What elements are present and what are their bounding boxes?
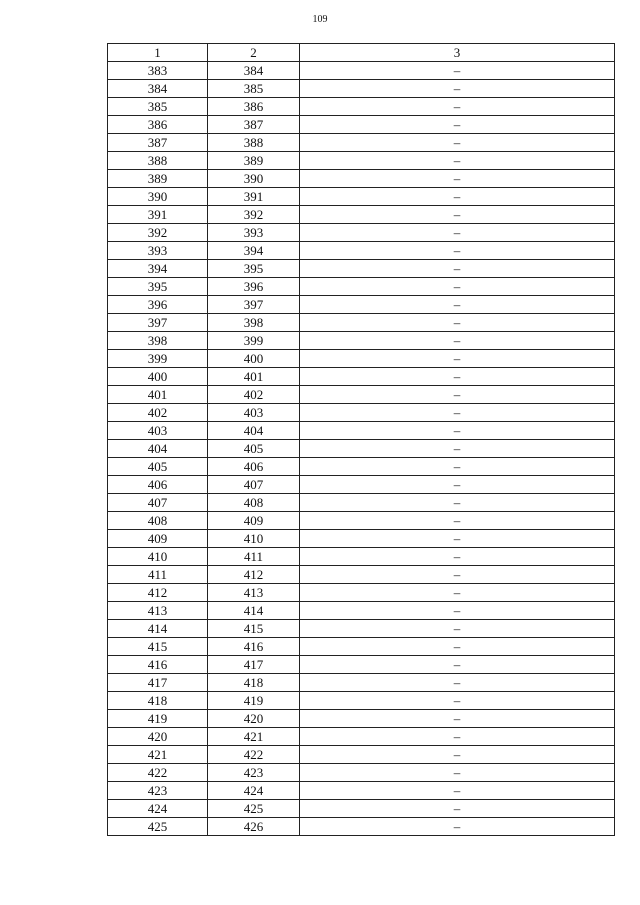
table-cell: 425	[108, 818, 208, 836]
table-cell: –	[300, 98, 615, 116]
table-cell: –	[300, 530, 615, 548]
table-row	[108, 710, 615, 728]
table-cell: 390	[208, 170, 300, 188]
table-cell: 398	[108, 332, 208, 350]
table-row	[108, 332, 615, 350]
table-cell: –	[300, 206, 615, 224]
table-cell: –	[300, 422, 615, 440]
table-cell: –	[300, 800, 615, 818]
table-cell: –	[300, 656, 615, 674]
table-cell: 414	[108, 620, 208, 638]
table-row	[108, 422, 615, 440]
table-row	[108, 404, 615, 422]
table-cell: –	[300, 674, 615, 692]
table-row	[108, 278, 615, 296]
table-cell: –	[300, 350, 615, 368]
table-cell: 405	[208, 440, 300, 458]
table-row	[108, 350, 615, 368]
table-cell: –	[300, 566, 615, 584]
table-cell: 407	[208, 476, 300, 494]
table-row	[108, 692, 615, 710]
table-row	[108, 530, 615, 548]
table-cell: 415	[208, 620, 300, 638]
table-row	[108, 152, 615, 170]
table-cell: –	[300, 440, 615, 458]
table-row	[108, 620, 615, 638]
table-cell: 420	[208, 710, 300, 728]
table-cell: 411	[208, 548, 300, 566]
table-row	[108, 746, 615, 764]
table-cell: 424	[208, 782, 300, 800]
table-cell: 395	[108, 278, 208, 296]
table-cell: 413	[208, 584, 300, 602]
table-cell: 424	[108, 800, 208, 818]
table-row	[108, 242, 615, 260]
table-cell: –	[300, 782, 615, 800]
table-cell: 418	[108, 692, 208, 710]
table-cell: 399	[208, 332, 300, 350]
table-cell: 403	[108, 422, 208, 440]
table-cell: 393	[208, 224, 300, 242]
table-cell: 408	[108, 512, 208, 530]
column-header: 1	[108, 44, 208, 62]
table-cell: –	[300, 116, 615, 134]
table-cell: 421	[108, 746, 208, 764]
table-row	[108, 728, 615, 746]
table-cell: 419	[108, 710, 208, 728]
table-row	[108, 368, 615, 386]
table-cell: 422	[208, 746, 300, 764]
table-row	[108, 656, 615, 674]
table-cell: –	[300, 152, 615, 170]
table-cell: –	[300, 728, 615, 746]
table-cell: 408	[208, 494, 300, 512]
table-cell: 385	[108, 98, 208, 116]
table-cell: –	[300, 512, 615, 530]
table-cell: 397	[208, 296, 300, 314]
table-cell: 398	[208, 314, 300, 332]
table-cell: 392	[108, 224, 208, 242]
table-cell: 416	[208, 638, 300, 656]
table-row	[108, 206, 615, 224]
table-cell: 395	[208, 260, 300, 278]
table-cell: 420	[108, 728, 208, 746]
table-cell: –	[300, 260, 615, 278]
table-cell: 414	[208, 602, 300, 620]
table-cell: 415	[108, 638, 208, 656]
table-cell: 396	[208, 278, 300, 296]
table-cell: 393	[108, 242, 208, 260]
table-cell: 412	[108, 584, 208, 602]
table-row	[108, 440, 615, 458]
table-row	[108, 566, 615, 584]
table-row	[108, 494, 615, 512]
table-cell: –	[300, 710, 615, 728]
table-cell: 419	[208, 692, 300, 710]
table-cell: 401	[208, 368, 300, 386]
table-row	[108, 800, 615, 818]
table-row	[108, 602, 615, 620]
table-cell: 422	[108, 764, 208, 782]
table-body	[108, 44, 615, 836]
table-cell: –	[300, 368, 615, 386]
table-cell: 400	[208, 350, 300, 368]
table-cell: 404	[108, 440, 208, 458]
table-cell: 387	[208, 116, 300, 134]
table-row	[108, 98, 615, 116]
table-cell: –	[300, 62, 615, 80]
table-cell: –	[300, 494, 615, 512]
table-cell: 391	[108, 206, 208, 224]
table-cell: 387	[108, 134, 208, 152]
column-header: 3	[300, 44, 615, 62]
table-cell: –	[300, 818, 615, 836]
table-row	[108, 764, 615, 782]
table-row	[108, 782, 615, 800]
table-cell: 390	[108, 188, 208, 206]
table-row	[108, 818, 615, 836]
table-cell: 397	[108, 314, 208, 332]
table-cell: 388	[208, 134, 300, 152]
table-row	[108, 548, 615, 566]
table-row	[108, 314, 615, 332]
data-table	[107, 43, 615, 836]
table-cell: 399	[108, 350, 208, 368]
table-header-row	[108, 44, 615, 62]
table-cell: 425	[208, 800, 300, 818]
table-cell: –	[300, 332, 615, 350]
table-cell: –	[300, 476, 615, 494]
table-row	[108, 512, 615, 530]
table-row	[108, 458, 615, 476]
table-cell: 403	[208, 404, 300, 422]
table-cell: –	[300, 278, 615, 296]
table-cell: –	[300, 458, 615, 476]
table-cell: 423	[108, 782, 208, 800]
table-cell: 391	[208, 188, 300, 206]
table-cell: –	[300, 386, 615, 404]
table-cell: 423	[208, 764, 300, 782]
table-cell: 392	[208, 206, 300, 224]
table-cell: –	[300, 602, 615, 620]
table-cell: 417	[108, 674, 208, 692]
table-cell: –	[300, 404, 615, 422]
column-header: 2	[208, 44, 300, 62]
table-cell: 410	[208, 530, 300, 548]
table-cell: –	[300, 620, 615, 638]
table-cell: 417	[208, 656, 300, 674]
table-cell: 389	[108, 170, 208, 188]
table-row	[108, 80, 615, 98]
table-cell: –	[300, 746, 615, 764]
table-row	[108, 224, 615, 242]
table-cell: –	[300, 584, 615, 602]
table-cell: 384	[108, 80, 208, 98]
table-cell: –	[300, 296, 615, 314]
table-row	[108, 188, 615, 206]
table-row	[108, 674, 615, 692]
table-cell: 407	[108, 494, 208, 512]
table-cell: –	[300, 170, 615, 188]
table-cell: –	[300, 548, 615, 566]
table-cell: 426	[208, 818, 300, 836]
table-cell: 410	[108, 548, 208, 566]
table-cell: –	[300, 224, 615, 242]
table-cell: 405	[108, 458, 208, 476]
table-row	[108, 638, 615, 656]
table-cell: –	[300, 692, 615, 710]
table-cell: 418	[208, 674, 300, 692]
table-cell: 402	[108, 404, 208, 422]
table-cell: –	[300, 80, 615, 98]
table-row	[108, 170, 615, 188]
table-cell: –	[300, 638, 615, 656]
table-row	[108, 296, 615, 314]
table-cell: –	[300, 314, 615, 332]
table-cell: 384	[208, 62, 300, 80]
table-cell: 386	[208, 98, 300, 116]
table-cell: 401	[108, 386, 208, 404]
table-cell: 421	[208, 728, 300, 746]
table-row	[108, 386, 615, 404]
table-row	[108, 476, 615, 494]
table-cell: 389	[208, 152, 300, 170]
table-row	[108, 62, 615, 80]
table-cell: 413	[108, 602, 208, 620]
table-cell: 411	[108, 566, 208, 584]
table-cell: 406	[208, 458, 300, 476]
table-cell: –	[300, 188, 615, 206]
table-cell: 383	[108, 62, 208, 80]
table-cell: 416	[108, 656, 208, 674]
table-row	[108, 116, 615, 134]
table-cell: 394	[108, 260, 208, 278]
table-cell: 409	[108, 530, 208, 548]
page-number: 109	[312, 14, 328, 25]
table-cell: 409	[208, 512, 300, 530]
table-cell: 412	[208, 566, 300, 584]
table-cell: –	[300, 134, 615, 152]
table-cell: 404	[208, 422, 300, 440]
table-cell: 402	[208, 386, 300, 404]
table-cell: 396	[108, 296, 208, 314]
table-cell: 388	[108, 152, 208, 170]
table-cell: –	[300, 764, 615, 782]
table-cell: 385	[208, 80, 300, 98]
table-cell: 394	[208, 242, 300, 260]
table-cell: –	[300, 242, 615, 260]
table-row	[108, 584, 615, 602]
table-cell: 386	[108, 116, 208, 134]
table-cell: 400	[108, 368, 208, 386]
table-row	[108, 134, 615, 152]
table-cell: 406	[108, 476, 208, 494]
table-row	[108, 260, 615, 278]
